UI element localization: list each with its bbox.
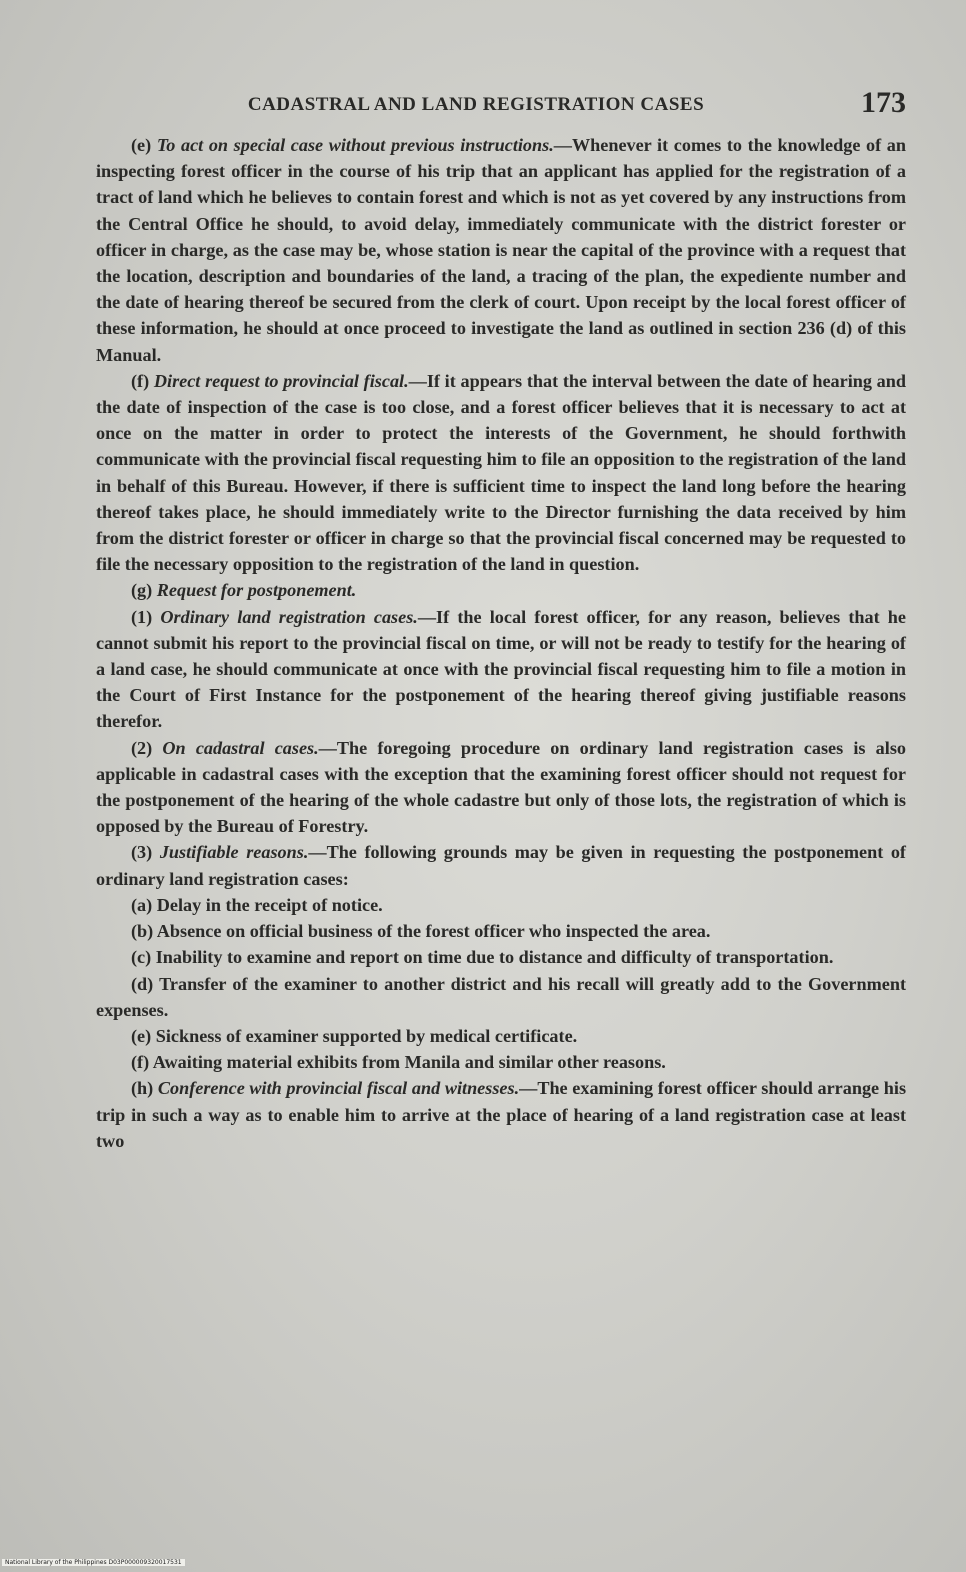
- paragraph-text: —The following grounds may be given in requesting the postponement of ordinary land registration cases:: [96, 842, 906, 889]
- paragraph-label: (f): [131, 370, 150, 391]
- paragraph-text: —The foregoing procedure on ordinary land registration cases is also applicable in cadastral cases with the exception that the examining forest officer should not request for the postponement of the hearing of the whole cadastre but only of those lots, the registration of which is opposed by the Bureau of Forestry.: [96, 737, 907, 837]
- paragraph-label: (3): [131, 842, 153, 863]
- paragraph-heading: Direct request to provincial fiscal.: [153, 370, 409, 391]
- paragraph-heading: On cadastral cases.: [162, 737, 319, 758]
- page-header: [96, 84, 906, 132]
- scan-credit: National Library of the Philippines D03P000009320017531: [2, 1559, 185, 1566]
- paragraph-text: —If the local forest officer, for any reason, believes that he cannot submit his report to the provincial fiscal on time, or will not be ready to testify for the hearing of a land case, he should communicate at once with the provincial fiscal requesting him to file a motion in the Court of First Instance for the postponement of the hearing thereof giving justifiable reasons therefor.: [96, 606, 906, 732]
- paragraph-label: (d): [131, 973, 154, 994]
- paragraph-label: (a): [131, 894, 153, 915]
- paragraph-text: —The examining forest officer should arrange his trip in such a way as to enable him to arrive at the place of hearing of a land registration case at least two: [96, 1078, 907, 1151]
- list-item-a: [96, 892, 906, 918]
- paragraph-1-ordinary-cases: [96, 604, 906, 735]
- paragraph-label: (2): [131, 737, 153, 758]
- paragraph-label: (e): [131, 135, 152, 155]
- paragraph-text: Absence on official business of the forest officer who inspected the area.: [156, 921, 711, 942]
- paragraph-heading: Request for postponement.: [156, 580, 357, 601]
- list-item-e: [96, 1023, 906, 1049]
- paragraph-text: Awaiting material exhibits from Manila and similar other reasons.: [152, 1052, 666, 1073]
- running-head: CADASTRAL AND LAND REGISTRATION CASES: [247, 94, 705, 115]
- paragraph-label: (g): [131, 580, 153, 601]
- paragraph-heading: Conference with provincial fiscal and witnesses.: [157, 1078, 520, 1099]
- paragraph-f-direct-request: [96, 368, 906, 578]
- paragraph-heading: Ordinary land registration cases.: [160, 606, 418, 627]
- paragraph-g-postponement: [96, 577, 906, 603]
- paragraph-label: (c): [131, 947, 152, 968]
- list-item-c: [96, 944, 906, 970]
- page-number: 173: [861, 86, 906, 119]
- document-page: [96, 84, 906, 1154]
- list-item-b: [96, 918, 906, 944]
- paragraph-text: Delay in the receipt of notice.: [156, 894, 383, 915]
- paragraph-text: Inability to examine and report on time due to distance and difficulty of transportation.: [155, 947, 834, 968]
- paragraph-label: (f): [131, 1052, 150, 1073]
- paragraph-heading: Justifiable reasons.: [159, 842, 309, 863]
- paragraph-2-cadastral-cases: [96, 735, 906, 840]
- paragraph-h-conference: [96, 1075, 906, 1154]
- paragraph-text: —Whenever it comes to the knowledge of an inspecting forest officer in the course of his trip that an applicant has applied for the registration of a tract of land which he believes to contain forest and which is not as yet covered by any instructions from the Central Office he should, to avoid delay, immediately communicate with the district forester or officer in charge, as the case may be, whose station is near the capital of the province with a request that the location, description and boundaries of the land, a tracing of the plan, the expediente number and the date of hearing thereof be secured from the clerk of court. Upon receipt by the local forest officer of these information, he should at once proceed to investigate the land as outlined in section 236 (d) of this Manual.: [96, 135, 906, 365]
- paragraph-label: (1): [131, 606, 153, 627]
- paragraph-label: (e): [131, 1025, 152, 1046]
- body-text: [96, 132, 906, 1154]
- paragraph-text: —If it appears that the interval between the date of hearing and the date of inspection of the case is too close, and a forest officer believes that it is necessary to act at once on the matter in order to protect the interests of the Government, he should forthwith communicate with the provincial fiscal requesting him to file an opposition to the registration of the land in behalf of this Bureau. However, if there is sufficient time to inspect the land long before the hearing thereof takes place, he should immediately write to the Director furnishing the data received by him from the district forester or officer in charge so that the provincial fiscal concerned may be requested to file the necessary opposition to the registration of the land in question.: [96, 370, 907, 575]
- paragraph-label: (h): [131, 1078, 154, 1099]
- paragraph-text: Transfer of the examiner to another district and his recall will greatly add to the Government expenses.: [96, 973, 906, 1020]
- paragraph-text: Sickness of examiner supported by medical certificate.: [155, 1025, 578, 1046]
- paragraph-heading: To act on special case without previous instructions.: [156, 135, 554, 155]
- paragraph-e-special-case: [96, 132, 906, 368]
- list-item-f: [96, 1049, 906, 1075]
- paragraph-label: (b): [131, 921, 154, 942]
- paragraph-3-justifiable-reasons: [96, 839, 906, 891]
- list-item-d: [96, 971, 906, 1023]
